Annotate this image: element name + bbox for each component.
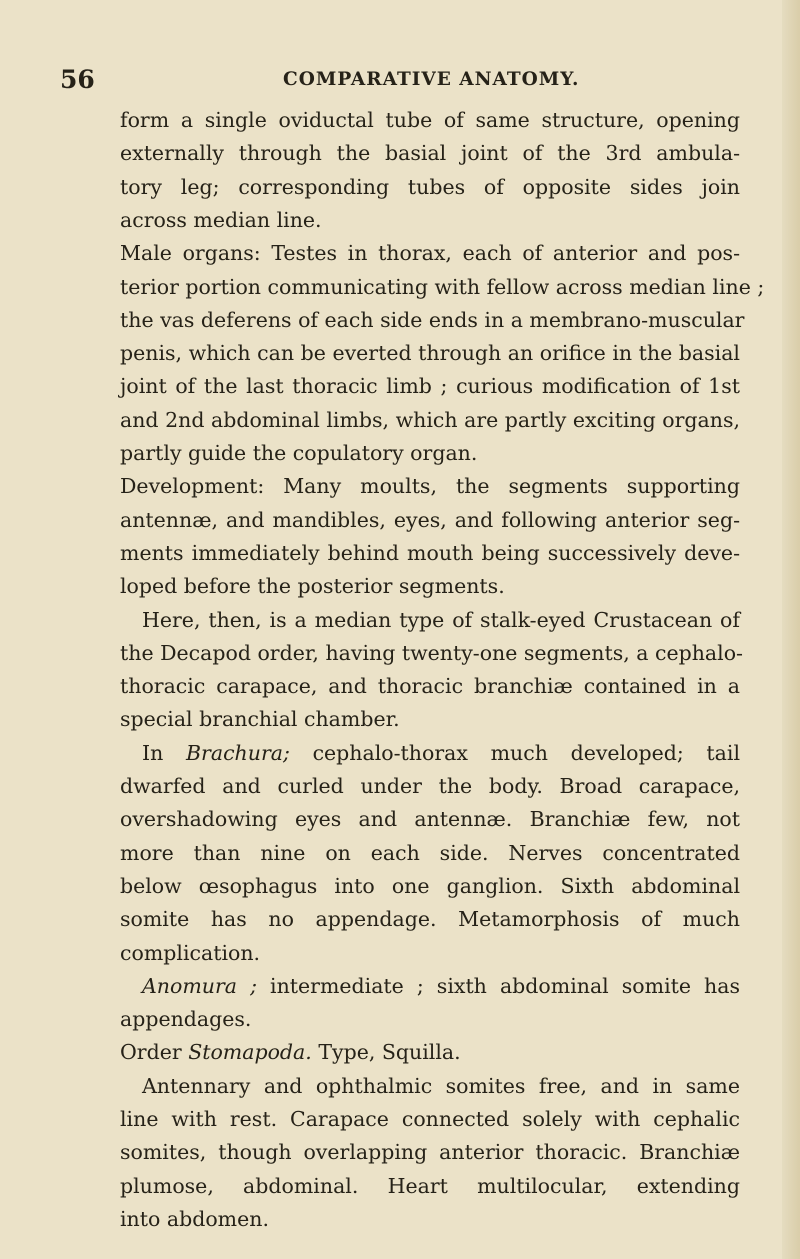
text-line: terior portion communicating with fellow across median line ; (120, 274, 765, 299)
text-line (142, 970, 740, 1003)
text-line (142, 737, 740, 770)
text-line: somite has no appendage. Metamorphosis of much (120, 907, 740, 932)
text-line: penis, which can be everted through an orifice in the basial (120, 341, 740, 366)
text-line: dwarfed and curled under the body. Broad carapace, (120, 774, 740, 798)
text-line: the vas deferens of each side ends in a membrano-muscular (120, 307, 745, 332)
text-line: into abdomen. (120, 1206, 269, 1231)
text-line: and 2nd abdominal limbs, which are partly exciting organs, (120, 407, 740, 432)
text-line: below œsophagus into one ganglion. Sixth abdominal (120, 873, 740, 898)
running-title: COMPARATIVE ANATOMY. (283, 69, 580, 90)
text-line: somites, though overlapping anterior thoracic. Branchiæ (120, 1140, 740, 1165)
text-line: line with rest. Carapace connected solely with cephalic (120, 1107, 740, 1131)
italic-term: Anomura ; (142, 973, 257, 998)
italic-term: Brachura; (185, 740, 290, 765)
text-line: Male organs: Testes in thorax, each of anterior and pos- (120, 241, 740, 266)
text-line: partly guide the copulatory organ. (120, 441, 478, 465)
text-line: form a single oviductal tube of same structure, opening (120, 108, 740, 132)
page-number: 56 (60, 65, 95, 94)
page-edge (782, 0, 800, 1259)
text-line: ments immediately behind mouth being successively deve- (120, 540, 740, 565)
text-line (120, 1036, 461, 1069)
text-run: intermediate ; sixth abdominal somite has (256, 973, 740, 998)
text-line: special branchial chamber. (120, 707, 400, 732)
italic-term: Stomapoda. (188, 1040, 312, 1065)
text-line: plumose, abdominal. Heart multilocular, extending (120, 1173, 740, 1198)
text-line: antennæ, and mandibles, eyes, and following anterior seg- (120, 507, 740, 532)
text-line: Development: Many moults, the segments supporting (120, 474, 740, 499)
text-run: In (142, 740, 186, 765)
text-line: loped before the posterior segments. (120, 574, 505, 599)
text-line: joint of the last thoracic limb ; curious modification of 1st (120, 374, 740, 399)
text-run: Type, Squilla. (311, 1040, 461, 1065)
text-line: the Decapod order, having twenty-one segments, a cephalo- (120, 640, 743, 665)
text-line: tory leg; corresponding tubes of opposite sides join (120, 174, 740, 199)
text-line: across median line. (120, 207, 322, 232)
text-line: Here, then, is a median type of stalk-eyed Crustacean of (142, 607, 740, 632)
running-head (60, 62, 760, 98)
text-run: Order (120, 1040, 189, 1065)
text-line: externally through the basial joint of the 3rd ambula- (120, 141, 740, 166)
text-line: Antennary and ophthalmic somites free, and in same (142, 1073, 740, 1098)
text-line: overshadowing eyes and antennæ. Branchiæ few, not (120, 807, 740, 832)
text-run: cephalo-thorax much developed; tail (289, 740, 740, 765)
text-line: appendages. (120, 1007, 252, 1032)
text-line: thoracic carapace, and thoracic branchiæ contained in a (120, 674, 740, 699)
text-line: more than nine on each side. Nerves concentrated (120, 840, 740, 865)
text-line: complication. (120, 940, 261, 965)
